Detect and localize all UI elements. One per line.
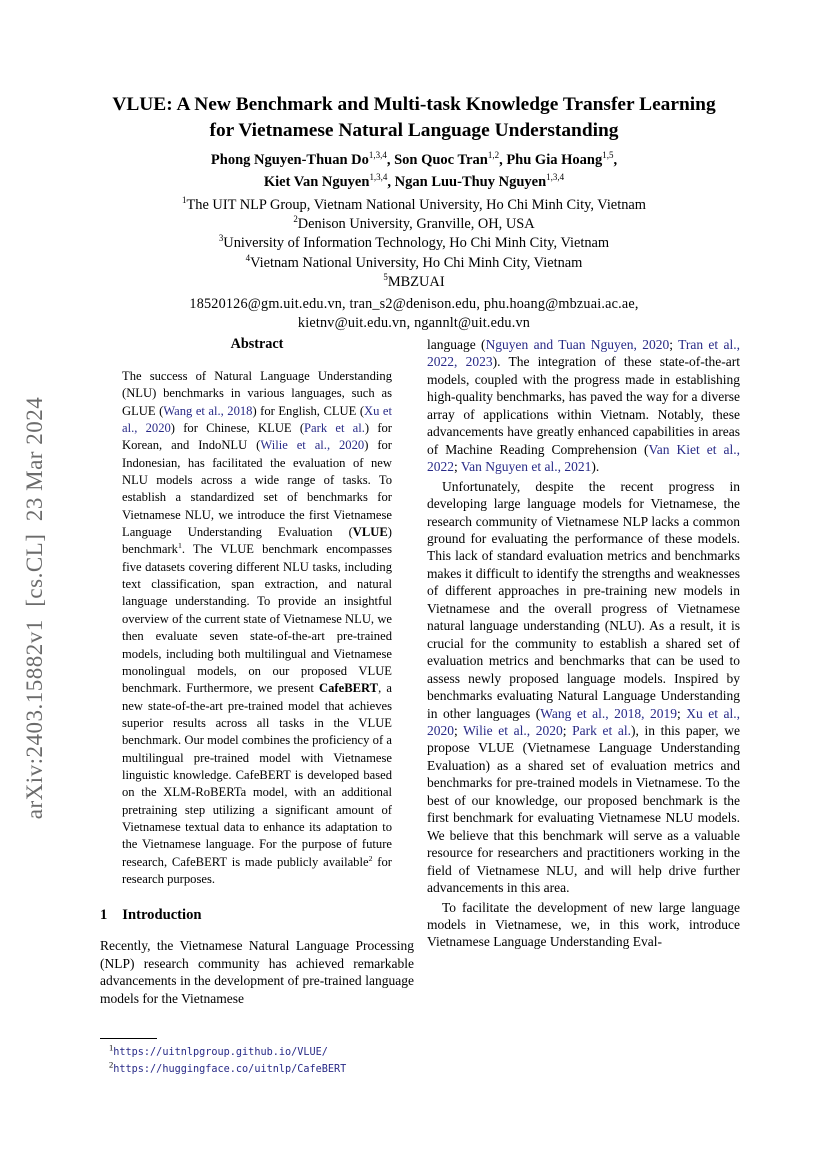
left-column [100,336,414,1007]
text-run: ) for Korean, and IndoNLU ( [122,421,393,453]
footnote-url-link[interactable]: https://uitnlpgroup.github.io/VLUE/ [113,1047,328,1058]
body-paragraph-2 [427,478,740,897]
text-run: , Son Quoc Tran [386,152,488,168]
text-run: Phong Nguyen-Thuan Do [210,152,369,168]
superscript: 5 [383,272,388,283]
footnote-rule [100,1038,157,1039]
citation-link[interactable]: Wilie et al., 2020 [260,438,365,453]
superscript: 1,5 [602,150,614,161]
citation-link[interactable]: Park et al. [304,421,365,436]
text-run: MBZUAI [387,273,445,290]
author-line-2 [84,172,744,194]
intro-paragraph-1: Recently, the Vietnamese Natural Language Processing (NLP) research community has achieved remarkable advancements in the development of pre-trained language models for the Vietnamese [100,938,414,1006]
affiliation-line-3 [84,234,744,253]
citation-link[interactable]: Van Kiet et al., 2022 [427,441,740,475]
text-run: , [613,152,618,168]
text-run: language ( [427,337,486,352]
arxiv-stamp: arXiv:2403.15882v1 [cs.CL] 23 Mar 2024 [22,396,47,820]
citation-link[interactable]: Xu et al., 2020 [427,705,740,738]
superscript: 1,3,4 [546,171,565,182]
bold-text: CafeBERT [319,681,379,696]
affiliation-line-2 [84,215,744,234]
text-run: ; [454,722,464,738]
paper-title-line1: VLUE: A New Benchmark and Multi-task Knowledge Transfer Learning [112,94,716,115]
superscript: 1 [177,541,182,551]
footnote-2 [100,1061,414,1078]
footnote-marker: 2 [109,1059,114,1070]
paper-header [84,92,744,332]
text-run: ; [562,722,573,738]
text-run: University of Information Technology, Ho Chi Minh City, Vietnam [223,235,610,252]
text-run: ; [669,337,679,352]
citation-link[interactable]: Park et al. [572,722,632,738]
citation-link[interactable]: Wilie et al., 2020 [463,722,563,738]
text-run: ) for English, CLUE ( [252,403,365,418]
email-block [84,295,744,332]
superscript: 1,2 [487,150,500,161]
footnote-block [100,1038,414,1078]
text-run: ) for Indonesian, has facilitated the evaluation of new NLU models across a wide range of tasks. To establish a standardized set of benchmarks for Vietnamese NLU, we introduce the first Vietnamese Language Understanding Evaluation ( [122,438,393,540]
text-run: ), in this paper, we propose VLUE (Vietnamese Language Understanding Evaluation) as a shared set of evaluation metrics and benchmarks for pre-trained models in Vietnamese. To the best of our knowledge, our proposed benchmark is the first benchmark for evaluating Vietnamese NLU models. We believe that this benchmark will serve as a valuable resource for researchers and practitioners working in the field of Vietnamese NLU, and will help drive further advancements in this area. [427,722,741,896]
footnote-url-link[interactable]: https://huggingface.co/uitnlp/CafeBERT [113,1064,347,1075]
text-run: Unfortunately, despite the recent progress in developing large language models for Vietnamese, the research community of Vietnamese NLP lacks a common ground for evaluating the performance of these models. This lack of standard evaluation metrics and benchmarks makes it difficult to identify the strengths and weaknesses of different approaches in pre-training new models in Vietnamese and the overall progress of Vietnamese natural language understanding (NLU). As a result, it is crucial for the community to establish a shared set of evaluation metrics and benchmarks that can be used to assess newly proposed language models. Inspired by benchmarks evaluating Natural Language Understanding in other languages ( [427,478,740,721]
superscript: 1,3,4 [369,171,388,182]
superscript: 1 [182,195,187,206]
text-run: , Ngan Luu-Thuy Nguyen [387,173,547,190]
abstract-text [122,368,392,888]
section-number: 1 [100,907,108,924]
text-run: ) benchmark [122,525,392,557]
author-line-1 [84,150,744,172]
citation-link[interactable]: Tran et al., 2022, 2023 [427,337,740,370]
affiliation-line-1 [84,196,744,215]
superscript: 1,3,4 [368,150,387,161]
superscript: 2 [368,853,373,863]
text-run: The UIT NLP Group, Vietnam National University, Ho Chi Minh City, Vietnam [186,197,646,213]
superscript: 3 [218,233,224,244]
body-paragraph-3: To facilitate the development of new large language models in Vietnamese, we, in this work, introduce Vietnamese Language Understanding Eval- [427,899,740,950]
paper-title-line2: for Vietnamese Natural Language Understanding [209,119,619,141]
affiliation-list [84,196,744,292]
text-run: . The VLUE benchmark encompasses five datasets covering different NLU tasks, including text classification, span extraction, and natural language understanding. To provide an insightful overview of the current state of Vietnamese NLU, we then evaluate seven state-of-the-art pre-trained models, including both multilingual and Vietnamese monolingual models, on our proposed VLUE benchmark. Furthermore, we present [122,542,392,696]
citation-link[interactable]: Van Nguyen et al., 2021 [460,459,592,475]
email-line-2: kietnv@uit.edu.vn, ngannlt@uit.edu.vn [297,314,531,331]
body-paragraph-continuation [427,336,740,476]
citation-link[interactable]: Wang et al., 2018 [163,403,253,418]
text-run: ; [676,705,687,721]
text-run: ). [591,459,600,475]
text-run: ). The integration of these state-of-the-art models, coupled with the progress made in establishing high-quality benchmarks, has paved the way for a diverse array of applications within Vietnam. Notably, these advancements have greatly enhanced capabilities in areas of Machine Reading Comprehension ( [427,354,740,457]
superscript: 4 [245,252,251,263]
affiliation-line-4 [84,254,744,273]
text-run: Vietnam National University, Ho Chi Minh City, Vietnam [250,254,583,271]
section-heading-introduction [100,907,414,924]
section-title: Introduction [122,907,202,924]
text-run: Denison University, Granville, OH, USA [297,216,535,233]
text-run: , a new state-of-the-art pre-trained model that achieves superior results across all tasks in the VLUE benchmark. Our model combines the proficiency of a multilingual pre-trained model with Vietnamese linguistic knowledge. CafeBERT is developed based on the XLM-RoBERTa model, with an additional pretraining step utilizing a significant amount of Vietnamese textual data to enhance its adaptation to the Vietnamese language. For the purpose of future research, CafeBERT is made publicly available [122,681,392,869]
abstract-heading: Abstract [230,336,284,352]
footnote-1 [100,1044,414,1061]
bold-text: VLUE [352,525,388,540]
affiliation-line-5 [84,273,744,292]
text-run: Kiet Van Nguyen [263,173,370,190]
right-column [427,336,740,953]
text-run: The success of Natural Language Understanding (NLU) benchmarks in various languages, such as GLUE ( [122,369,392,418]
footnote-marker: 1 [109,1042,114,1053]
text-run: ; [454,459,461,475]
text-run: for research purposes. [122,854,392,886]
text-run: ) for Chinese, KLUE ( [170,421,305,436]
citation-link[interactable]: Wang et al., 2018, 2019 [540,705,677,721]
text-run: , Phu Gia Hoang [499,152,603,168]
citation-link[interactable]: Nguyen and Tuan Nguyen, 2020 [485,337,670,352]
superscript: 2 [293,214,298,225]
citation-link[interactable]: Xu et al., 2020 [122,403,392,436]
email-line-1: 18520126@gm.uit.edu.vn, tran_s2@denison.edu, phu.hoang@mbzuai.ac.ae, [189,296,639,313]
